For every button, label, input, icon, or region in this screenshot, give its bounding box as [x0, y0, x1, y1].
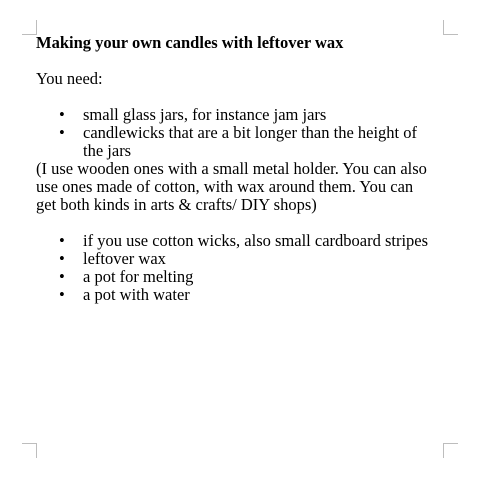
crop-mark-top-left — [22, 20, 37, 35]
bullet-icon: • — [59, 285, 65, 304]
intro-text: You need: — [36, 69, 103, 88]
document-title: Making your own candles with leftover wax — [36, 33, 344, 52]
list-item-text: if you use cotton wicks, also small cardboard stripes — [83, 231, 429, 250]
bullet-icon: • — [59, 231, 65, 250]
wick-note: (I use wooden ones with a small metal holder. You can also use ones made of cotton, with wax around them. You can get both kinds in arts & crafts/ DIY shops) — [36, 159, 427, 214]
list-item-text: a pot for melting — [83, 267, 194, 286]
list-item — [36, 124, 436, 160]
supplies-list-b — [36, 232, 436, 304]
list-item — [36, 268, 436, 286]
crop-mark-bottom-right — [443, 443, 458, 458]
crop-mark-bottom-left — [22, 443, 37, 458]
supplies-list-a — [36, 106, 436, 160]
bullet-icon: • — [59, 249, 65, 268]
list-item-text: a pot with water — [83, 285, 190, 304]
list-item — [36, 286, 436, 304]
bullet-icon: • — [59, 267, 65, 286]
list-item-text: small glass jars, for instance jam jars — [83, 105, 327, 124]
list-item — [36, 250, 436, 268]
list-item — [36, 232, 436, 250]
list-item-text: candlewicks that are a bit longer than the height of the jars — [83, 123, 418, 160]
crop-mark-top-right — [443, 20, 458, 35]
bullet-icon: • — [59, 105, 65, 124]
list-item — [36, 106, 436, 124]
document-body — [36, 34, 436, 304]
list-item-text: leftover wax — [83, 249, 166, 268]
bullet-icon: • — [59, 123, 65, 142]
